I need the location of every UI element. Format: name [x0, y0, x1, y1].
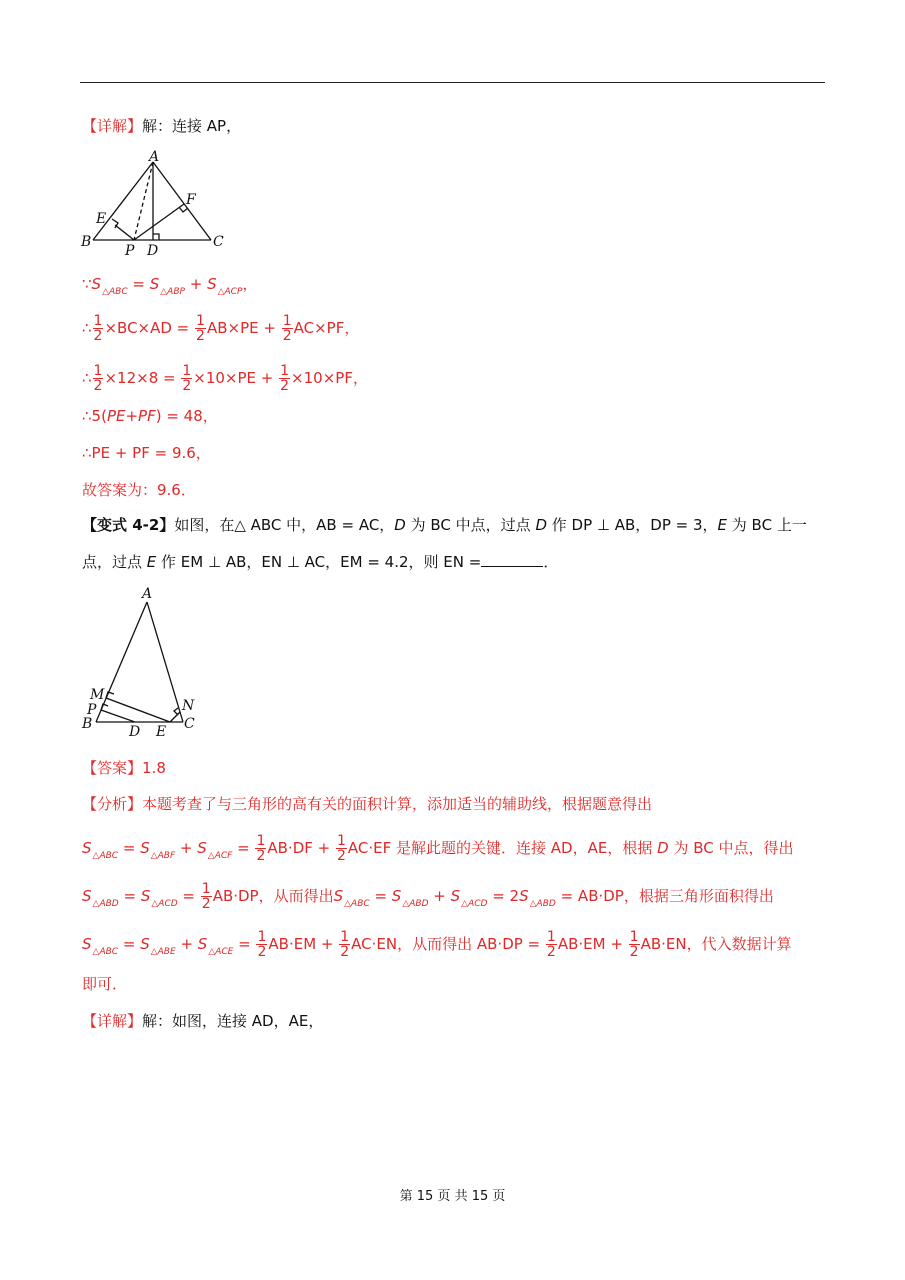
- label-P: P: [125, 243, 135, 259]
- solution-line-2: ∴ $\frac{1}{2}$ ×BC×AD = $\frac{1}{2}$ AB×PE + $\frac{1}{2}$ AC×PF，: [82, 313, 360, 344]
- label-P: P: [87, 702, 97, 718]
- detail2-heading: 【详解】: [82, 1012, 143, 1030]
- solution-line-1: $\because S_{\triangle ABC} = S_{\triangle ABP} + S_{\triangle ACP}$，: [82, 275, 258, 297]
- analysis-heading: 【分析】: [82, 795, 143, 813]
- answer-value: 1.8: [142, 759, 166, 777]
- triangle-diagram-2: [80, 582, 205, 742]
- page-footer: 第 15 页 共 15 页: [399, 1189, 506, 1204]
- variant-question-line-2: 点，过点 E 作 EM ⊥ AB，EN ⊥ AC，EM = 4.2，则 EN = ．: [82, 553, 559, 571]
- variant-heading: 【变式 4-2】: [82, 516, 175, 534]
- label-N: N: [182, 698, 195, 714]
- label-F: F: [186, 192, 196, 208]
- solution-line-5: ∴PE + PF = 9.6，: [82, 444, 211, 462]
- answer-blank: [481, 554, 543, 567]
- label-C: C: [184, 716, 195, 732]
- detail-heading-line: [82, 116, 241, 136]
- solution-line-3: ∴ $\frac{1}{2}$ ×12×8 = $\frac{1}{2}$ ×10×PE + $\frac{1}{2}$ ×10×PF，: [82, 363, 368, 394]
- label-B: B: [81, 234, 92, 250]
- label-A: A: [142, 586, 153, 602]
- label-D: D: [147, 243, 159, 259]
- analysis-line-5: 即可．: [82, 975, 128, 993]
- solution-line-4: ∴5(PE+PF) = 48，: [82, 407, 218, 425]
- label-E: E: [156, 724, 167, 740]
- detail2-text: 解：如图，连接 AD，AE，: [142, 1012, 324, 1030]
- analysis-line-3: $S_{\triangle ABD} = S_{\triangle ACD}$ = $\frac{1}{2}$ AB·DP，从而得出$S_{\triangle ABC} = S_{\triangle ABD} + S_{\triangle ACD} = 2S_{\triangle ABD} = AB\cdot DP$，根据三角形面积得出: [82, 881, 774, 912]
- label-A: A: [149, 149, 160, 165]
- label-E: E: [96, 211, 107, 227]
- final-answer-line: 故答案为：9.6．: [82, 481, 196, 499]
- label-B: B: [82, 716, 93, 732]
- analysis-line-4: $S_{\triangle ABC} = S_{\triangle ABE} + S_{\triangle ACE}$ = $\frac{1}{2}$ AB·EM + $\frac{1}{2}$ AC·EN，从而得出 AB·DP = $\frac{1}{2}$ AB·EM + $\frac{1}{2}$ AB·EN，代入数据计算: [82, 929, 792, 960]
- header-rule: [80, 82, 825, 83]
- detail-heading: 【详解】: [82, 117, 143, 135]
- analysis-line-2: $S_{\triangle ABC} = S_{\triangle ABF} + S_{\triangle ACF}$ = $\frac{1}{2}$ AB·DF + $\frac{1}{2}$ AC·EF 是解此题的关键．连接 AD，AE，根据 D 为 BC 中点，得出: [82, 833, 794, 864]
- label-D: D: [129, 724, 141, 740]
- detail-text: 解：连接 AP，: [142, 117, 242, 135]
- label-M: M: [90, 687, 105, 703]
- analysis-line-1: 【分析】本题考查了与三角形的高有关的面积计算，添加适当的辅助线，根据题意得出: [82, 795, 653, 813]
- detail2-line: [82, 1011, 323, 1031]
- triangle-diagram-1: [78, 148, 238, 260]
- answer-heading: 【答案】: [82, 759, 143, 777]
- label-C: C: [213, 234, 224, 250]
- answer-line: [82, 758, 166, 778]
- variant-question-line-1: 【变式 4-2】如图，在△ ABC 中，AB = AC，D 为 BC 中点，过点 D 作 DP ⊥ AB，DP = 3，E 为 BC 上一: [82, 516, 807, 534]
- fraction-half: $\frac{1}{2}$: [93, 313, 103, 344]
